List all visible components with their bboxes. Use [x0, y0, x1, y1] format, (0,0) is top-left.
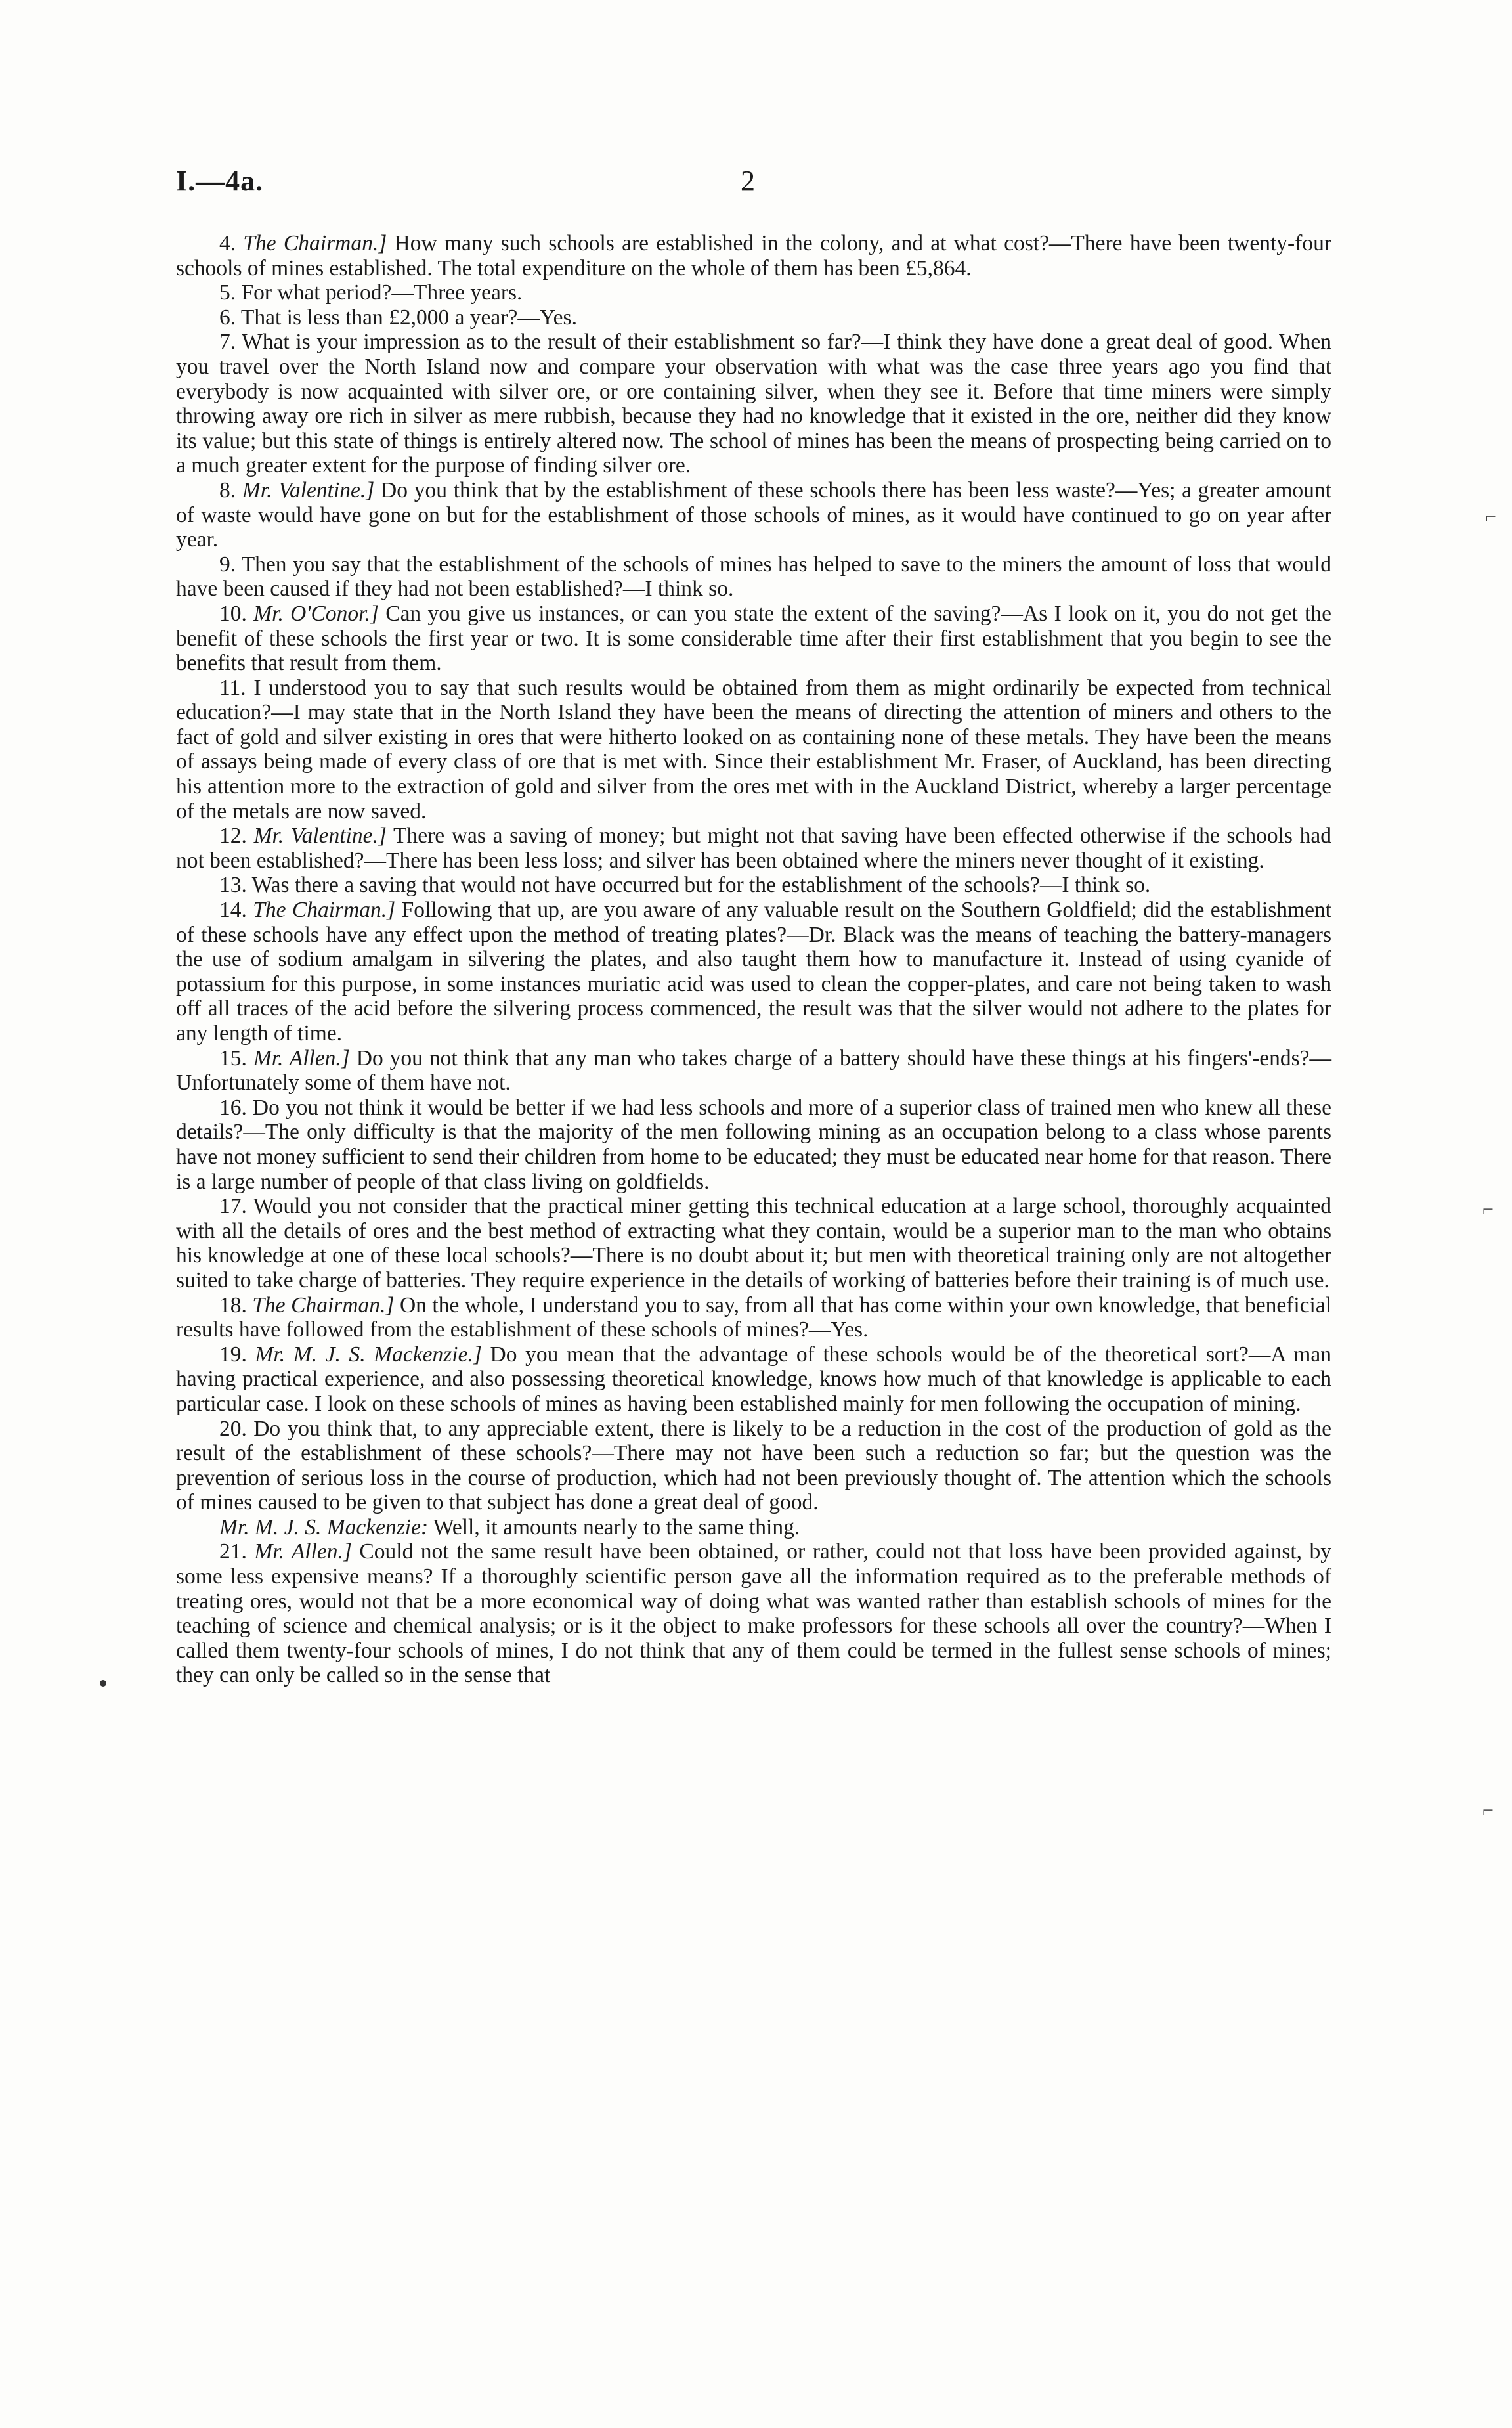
speaker-name: Mr. M. J. S. Mackenzie.] — [255, 1342, 482, 1367]
question-number: 19. — [219, 1342, 247, 1367]
question-number: 11. — [219, 675, 246, 700]
testimony-paragraph — [176, 280, 1331, 305]
paragraph-text: Was there a saving that would not have occurred but for the establishment of the schools?—I think so. — [251, 873, 1151, 898]
speaker-name: The Chairman.] — [252, 1292, 395, 1317]
paragraph-text: Well, it amounts nearly to the same thing. — [428, 1514, 800, 1539]
testimony-paragraph — [176, 1417, 1331, 1515]
question-number: 16. — [219, 1095, 247, 1120]
testimony-paragraph — [176, 330, 1331, 478]
question-number: 15. — [219, 1046, 247, 1071]
paragraph-text: On the whole, I understand you to say, from all that has come within your own knowledge, that beneficial results have followed from the establishment of these schools of mines?—Yes. — [176, 1292, 1331, 1342]
paragraph-text: Do you think that, to any appreciable extent, there is likely to be a reduction in the cost of the production of gold as the result of the establishment of these schools?—There may not have been such a reduction so far; but the question was the prevention of serious loss in the course of production, which had not been previously thought of. The attention which the schools of mines caused to be given to that subject has done a great deal of good. — [176, 1416, 1331, 1515]
paragraph-text: Can you give us instances, or can you state the extent of the saving?—As I look on it, you do not get the benefit of these schools the first year or two. It is some considerable time after their first establishment that you begin to see the benefits that result from them. — [176, 601, 1332, 676]
question-number: 12. — [219, 824, 247, 849]
question-number: 6. — [219, 305, 236, 330]
testimony-paragraph — [176, 1293, 1331, 1342]
question-number: 18. — [219, 1292, 247, 1317]
paragraph-text: For what period?—Three years. — [241, 280, 523, 305]
paragraph-text: Do you think that by the establishment of these schools there has been less waste?—Yes; a greater amount of waste would have gone on but for the establishment of those schools of mines, as it would have continued to go on year after year. — [176, 477, 1331, 552]
page-number: 2 — [741, 165, 755, 197]
margin-mark: ⌐ — [1485, 506, 1496, 527]
speaker-name: Mr. M. J. S. Mackenzie: — [219, 1514, 429, 1539]
testimony-paragraph — [176, 1046, 1331, 1095]
testimony-paragraph — [176, 552, 1331, 602]
margin-mark: ⌐ — [1482, 1199, 1494, 1220]
testimony-paragraph — [176, 676, 1331, 824]
margin-dot — [100, 1680, 106, 1687]
paragraph-text: Do you mean that the advantage of these schools would be of the theoretical sort?—A man having practical experience, and also possessing theoretical knowledge, knows how much of that knowledge is applicable to each particular case. I look on these schools of mines as having been established mainly for men following the occupation of mining. — [176, 1342, 1331, 1416]
margin-mark: ⌐ — [1482, 1799, 1494, 1821]
paragraph-text: What is your impression as to the result of their establishment so far?—I think they have done a great deal of good. When you travel over the North Island now and compare your observation with what was the case three years ago you find that everybody is now acquainted with silver ore, or ore containing silver, when they see it. Before that time miners were simply throwing away ore rich in silver as mere rubbish, because they had no knowledge that it existed in the ore, neither did they know its value; but this state of things is entirely altered now. The school of mines has been the means of prospecting being carried on to a much greater extent for the purpose of finding silver ore. — [176, 330, 1332, 478]
testimony-paragraph — [176, 824, 1331, 873]
testimony-paragraph — [176, 1539, 1331, 1688]
testimony-paragraph — [176, 1515, 1331, 1540]
paragraph-text: Following that up, are you aware of any valuable result on the Southern Goldfield; did the establishment of these schools have any effect upon the method of treating plates?—Dr. Black was the means of teaching the battery-managers the use of sodium amalgam in silvering the plates, and also taught them how to manufacture it. Instead of using cyanide of potassium for this purpose, in some instances muriatic acid was used to clean the copper-plates, and care not being taken to wash off all traces of the acid before the silvering process commenced, the result was that the silver would not adhere to the plates for any length of time. — [176, 898, 1331, 1046]
question-number: 20. — [219, 1416, 247, 1441]
testimony-paragraph — [176, 305, 1331, 330]
paragraph-text: How many such schools are established in the colony, and at what cost?—There have been twenty-four schools of mines established. The total expenditure on the whole of them has been £5,864. — [176, 231, 1332, 280]
question-number: 7. — [219, 330, 236, 355]
question-number: 13. — [219, 873, 247, 898]
speaker-name: The Chairman.] — [253, 898, 396, 923]
speaker-name: Mr. Valentine.] — [242, 477, 375, 502]
paragraph-text: That is less than £2,000 a year?—Yes. — [240, 305, 577, 330]
page-header — [176, 164, 1331, 204]
question-number: 10. — [219, 601, 247, 626]
question-number: 9. — [219, 552, 236, 577]
testimony-paragraph — [176, 1194, 1331, 1292]
testimony-paragraph — [176, 873, 1331, 898]
testimony-body — [176, 231, 1331, 1688]
paragraph-text: Would you not consider that the practical miner getting this technical education at a large school, thoroughly acquainted with all the details of ores and the best method of extracting what they contain, would be a superior man to the man who obtains his knowledge at one of these local schools?—There is no doubt about it; but men with theoretical training only are not altogether suited to take charge of batteries. They require experience in the details of working of batteries before their training is of much use. — [176, 1194, 1331, 1292]
question-number: 14. — [219, 898, 247, 923]
document-reference: I.—4a. — [176, 165, 264, 197]
paragraph-text: Do you not think it would be better if we had less schools and more of a superior class of trained men who knew all these details?—The only difficulty is that the majority of the men following mining as an occupation belong to a class whose parents have not money sufficient to send their children from home to be educated; they must be educated near home for that reason. There is a large number of people of that class living on goldfields. — [176, 1095, 1332, 1194]
testimony-paragraph — [176, 898, 1331, 1046]
testimony-paragraph — [176, 231, 1331, 280]
testimony-paragraph — [176, 602, 1331, 676]
paragraph-text: There was a saving of money; but might not that saving have been effected otherwise if the schools had not been established?—There has been less loss; and silver has been obtained where the miners never thought of it existing. — [176, 824, 1331, 873]
speaker-name: Mr. Allen.] — [254, 1539, 352, 1564]
speaker-name: Mr. O'Conor.] — [253, 601, 379, 626]
question-number: 21. — [219, 1539, 247, 1564]
speaker-name: Mr. Valentine.] — [253, 824, 387, 849]
testimony-paragraph — [176, 1095, 1331, 1194]
question-number: 4. — [219, 231, 236, 255]
speaker-name: The Chairman.] — [243, 231, 387, 255]
paragraph-text: Do you not think that any man who takes charge of a battery should have these things at his fingers'-ends?—Unfortunately some of them have not. — [176, 1046, 1332, 1095]
paragraph-text: I understood you to say that such results would be obtained from them as might ordinarily be expected from technical education?—I may state that in the North Island they have been the means of directing the attention of miners and others to the fact of gold and silver existing in ores that were hitherto looked on as containing none of these metals. They have been the means of assays being made of every class of ore that is met with. Since their establishment Mr. Fraser, of Auckland, has been directing his attention more to the extraction of gold and silver from the ores met with in the Auckland District, whereby a larger percentage of the metals are now saved. — [176, 675, 1331, 824]
paragraph-text: Then you say that the establishment of the schools of mines has helped to save to the miners the amount of loss that would have been caused if they had not been established?—I think so. — [176, 552, 1331, 602]
speaker-name: Mr. Allen.] — [253, 1046, 350, 1071]
question-number: 5. — [219, 280, 236, 305]
question-number: 8. — [219, 477, 236, 502]
question-number: 17. — [219, 1194, 247, 1219]
testimony-paragraph — [176, 478, 1331, 552]
paragraph-text: Could not the same result have been obtained, or rather, could not that loss have been provided against, by some less expensive means? If a thoroughly scientific person gave all the information required as to the preferable methods of treating ores, would not that be a more economical way of doing what was wanted rather than establish schools of mines for the teaching of science and chemical analysis; or is it the object to make professors for these schools all over the country?—When I called them twenty-four schools of mines, I do not think that any of them could be termed in the fullest sense schools of mines; they can only be called so in the sense that — [176, 1539, 1332, 1688]
testimony-paragraph — [176, 1342, 1331, 1417]
